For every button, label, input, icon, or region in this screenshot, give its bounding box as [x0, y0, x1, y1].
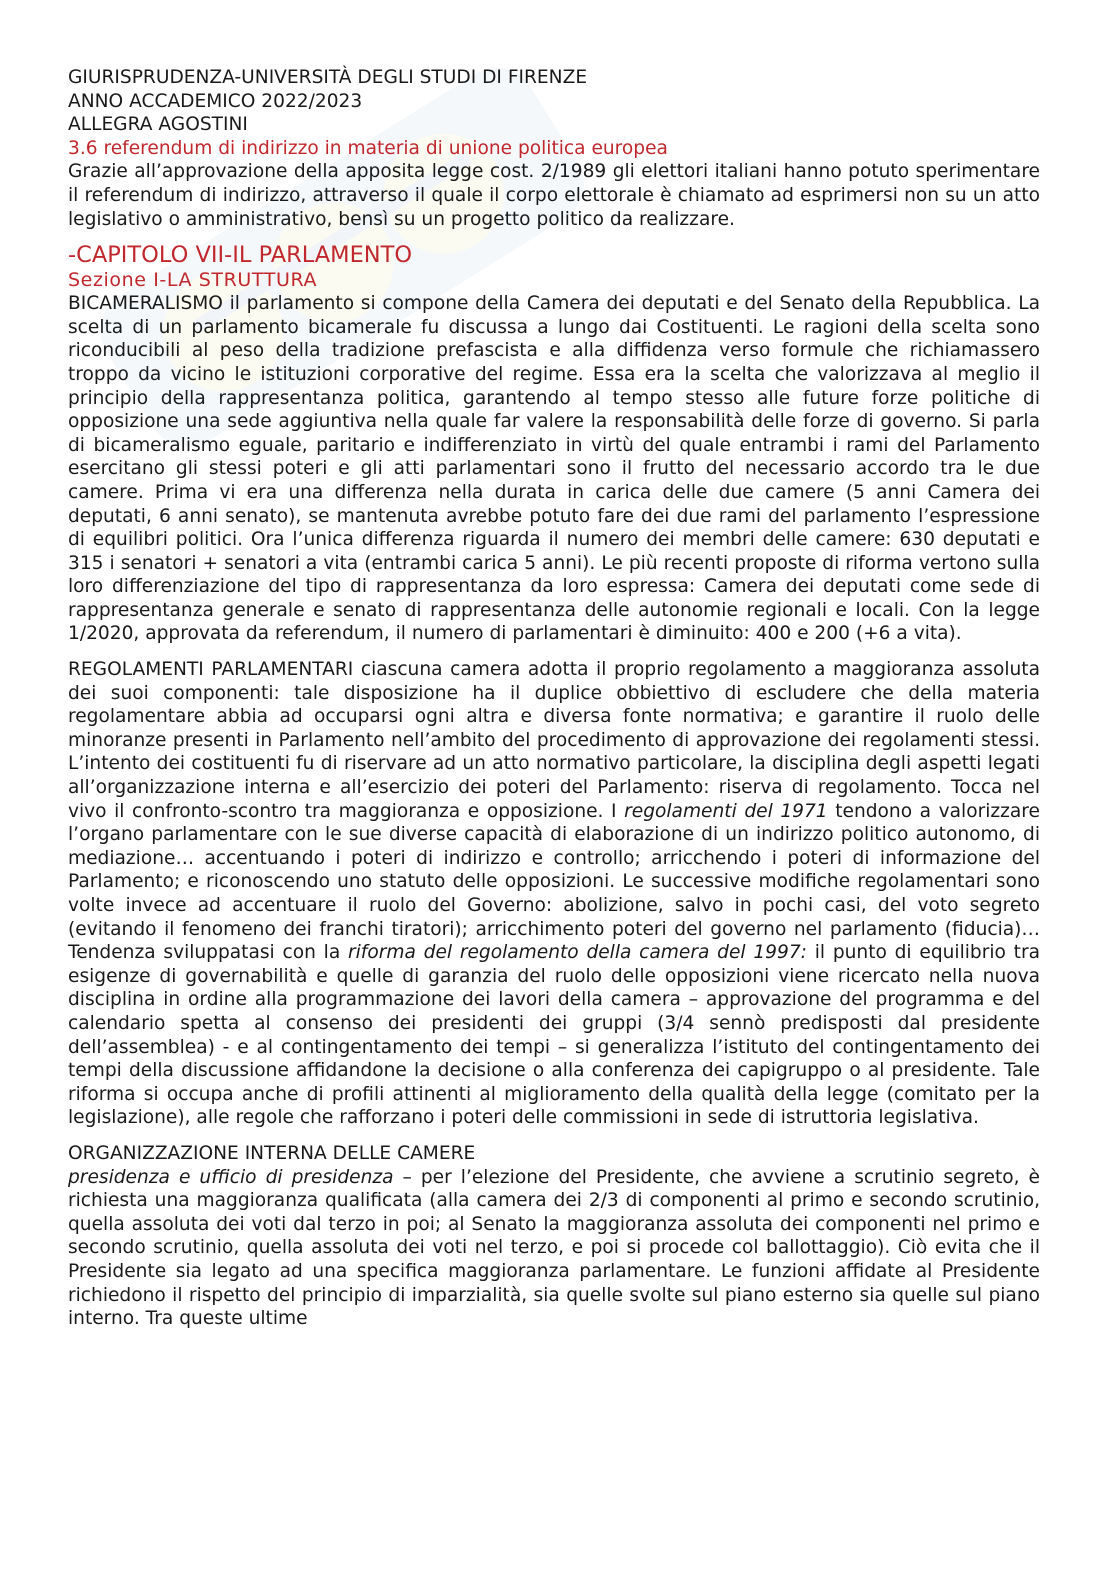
- author-name: ALLEGRA AGOSTINI: [68, 114, 248, 136]
- section-3-6-body: Grazie all’approvazione della apposita legge cost. 2/1989 gli elettori italiani hanno potuto sperimentare il referendum di indirizzo, attraverso il quale il corpo elettorale è chiamato ad esprimersi non su un atto legislativo o amministrativo, bensì su un progetto politico da realizzare.: [68, 161, 1040, 230]
- organizzazione-text: – per l’elezione del Presidente, che avviene a scrutinio segreto, è richiesta una maggioranza qualificata (alla camera dei 2/3 di componenti al primo e secondo scrutinio, quella assoluta dei voti dal terzo in poi; al Senato la maggioranza assoluta dei componenti nel primo e secondo scrutinio, quella assoluta dei voti nel terzo, e poi si procede col ballottaggio). Ciò evita che il Presidente sia legato ad una specifica maggioranza parlamentare. Le funzioni affidate al Presidente richiedono il rispetto del principio di imparzialità, sia quelle svolte sul piano esterno sia quelle sul piano interno. Tra queste ultime: [68, 1166, 1040, 1330]
- document-page: [68, 66, 1040, 1331]
- organizzazione-heading: ORGANIZZAZIONE INTERNA DELLE CAMERE: [68, 1142, 476, 1164]
- regolamenti-text-1: REGOLAMENTI PARLAMENTARI ciascuna camera adotta il proprio regolamento a maggioranza assoluta dei suoi componenti: tale disposizione ha il duplice obbiettivo di escludere che della materia regolamentare abbia ad occuparsi ogni altra e diversa fonte normativa; e garantire il ruolo delle minoranze presenti in Parlamento nell’ambito del procedimento di approvazione dei regolamenti stessi. L’intento dei costituenti fu di riservare ad un atto normativo particolare, la disciplina degli aspetti legati all’organizzazione interna e all’esercizio dei poteri del Parlamento: riserva di regolamento. Tocca nel vivo il confronto-scontro tra maggioranza e opposizione. I: [68, 659, 1040, 822]
- section-3-6-title: 3.6 referendum di indirizzo in materia di unione politica europea: [68, 137, 668, 159]
- regolamenti-paragraph: [68, 658, 1040, 1130]
- bicameralismo-paragraph: BICAMERALISMO il parlamento si compone della Camera dei deputati e del Senato della Repubblica. La scelta di un parlamento bicamerale fu discussa a lungo dai Costituenti. Le ragioni della scelta sono riconducibili al peso della tradizione prefascista e alla diffidenza verso formule che richiamassero troppo da vicino le istituzioni corporative del regime. Essa era la scelta che valorizzava al meglio il principio della rappresentanza politica, garantendo al tempo stesso alle future forze politiche di opposizione una sede aggiuntiva nella quale far valere la responsabilità delle forze di governo. Si parla di bicameralismo eguale, paritario e indifferenziato in virtù del quale entrambi i rami del Parlamento esercitano gli stessi poteri e gli atti parlamentari sono il frutto del necessario accordo tra le due camere. Prima vi era una differenza nella durata in carica delle due camere (5 anni Camera dei deputati, 6 anni senato), se mantenuta avrebbe potuto fare dei due rami del parlamento l’espressione di equilibri politici. Ora l’unica differenza riguarda il numero dei membri delle camere: 630 deputati e 315 i senatori + senatori a vita (entrambi carica 5 anni). Le più recenti proposte di riforma vertono sulla loro differenziazione del tipo di rappresentanza da loro espressa: Camera dei deputati come sede di rappresentanza generale e senato di rappresentanza delle autonomie regionali e locali. Con la legge 1/2020, approvata da referendum, il numero di parlamentari è diminuito: 400 e 200 (+6 a vita).: [68, 293, 1040, 645]
- regolamenti-text-2: tendono a valorizzare l’organo parlamentare con le sue diverse capacità di elaborazione di un indirizzo politico autonomo, di mediazione… accentuando i poteri di indirizzo e controllo; arricchendo i poteri di informazione del Parlamento; e riconoscendo uno statuto delle opposizioni. Le successive modifiche regolamentari sono volte invece ad accentuare il ruolo del Governo: abolizione, salvo in pochi casi, del voto segreto (evitando il fenomeno dei franchi tiratori); arricchimento poteri del governo nel parlamento (fiducia)…Tendenza sviluppatasi con la: [68, 800, 1040, 964]
- regolamenti-italic-1: regolamenti del 1971: [624, 800, 828, 822]
- organizzazione-italic: presidenza e ufficio di presidenza: [68, 1166, 394, 1188]
- chapter-title: -CAPITOLO VII-IL PARLAMENTO: [68, 242, 413, 269]
- section-title: Sezione I-LA STRUTTURA: [68, 269, 318, 292]
- organizzazione-paragraph: [68, 1166, 1040, 1331]
- regolamenti-italic-2: riforma del regolamento della camera del 1997:: [348, 942, 807, 964]
- regolamenti-text-3: il punto di equilibrio tra esigenze di governabilità e quelle di garanzia del ruolo delle opposizioni viene ricercato nella nuova disciplina in ordine alla programmazione dei lavori della camera – approvazione del programma e del calendario spetta al consenso dei presidenti dei gruppi (3/4 sennò predisposti dal presidente dell’assemblea) - e al contingentamento dei tempi – si generalizza l’istituto del contingentamento dei tempi della discussione affidandone la decisione o alla conferenza dei capigruppo o al presidente. Tale riforma si occupa anche di profili attinenti al miglioramento della qualità della legge (comitato per la legislazione), alle regole che rafforzano i poteri delle commissioni in sede di istruttoria legislativa.: [68, 942, 1040, 1129]
- academic-year: ANNO ACCADEMICO 2022/2023: [68, 90, 363, 112]
- university-header: GIURISPRUDENZA-UNIVERSITÀ DEGLI STUDI DI FIRENZE: [68, 67, 588, 88]
